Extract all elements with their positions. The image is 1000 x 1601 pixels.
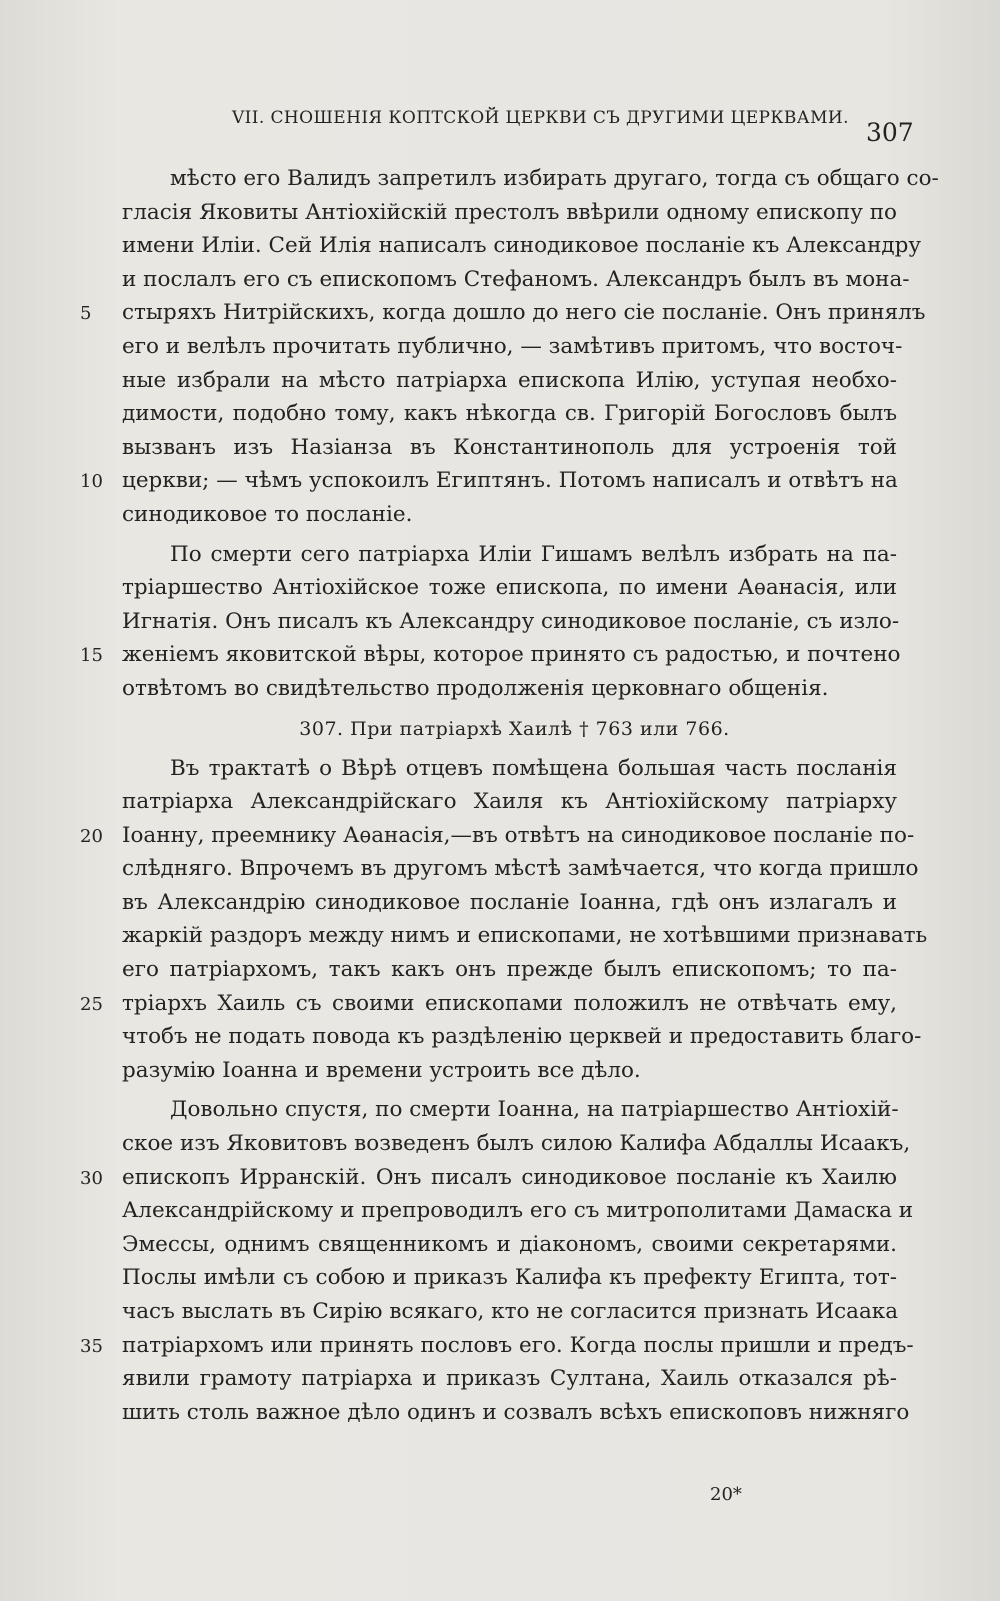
text-line (80, 987, 897, 1021)
line-text: патріархомъ или принять пословъ его. Когда послы пришли и предъ- (122, 1332, 914, 1358)
line-number: 25 (80, 993, 103, 1015)
line-text: Александрійскому и препроводилъ его съ митрополитами Дамаска и (122, 1198, 914, 1224)
section-title: 307. При патріархѣ Хаилѣ † 763 или 766. (299, 717, 730, 740)
line-text: слѣдняго. Впрочемъ въ другомъ мѣстѣ замѣчается, что когда пришло (122, 856, 919, 882)
line-text: отвѣтомъ во свидѣтельство продолженія церковнаго общенія. (122, 675, 829, 701)
line-text: мѣсто его Валидъ запретилъ избирать другаго, тогда съ общаго со- (170, 166, 939, 191)
line-text: По смерти сего патріарха Иліи Гишамъ велѣлъ избрать на па- (170, 541, 897, 567)
text-line (122, 498, 897, 532)
text-line (122, 397, 897, 431)
text-line (122, 1093, 897, 1127)
line-text: Послы имѣли съ собою и приказъ Калифа къ префекту Египта, тот- (122, 1265, 897, 1291)
text-line (122, 1054, 897, 1088)
text-line (122, 605, 900, 639)
line-text: тріаршество Антіохійское тоже епископа, по имени Аѳанасія, или (122, 575, 897, 601)
text-line (122, 886, 897, 920)
line-text: церкви; — чѣмъ успокоилъ Египтянъ. Потомъ написалъ и отвѣтъ на (122, 468, 898, 494)
text-line (122, 162, 939, 196)
line-text: патріарха Александрійскаго Хаиля къ Антіохійскому патріарху (122, 789, 897, 815)
line-text: синодиковое то посланіе. (122, 501, 413, 527)
text-line (80, 638, 901, 672)
text-line (122, 919, 928, 953)
line-text: ные избрали на мѣсто патріарха епископа Илію, уступая необхо- (122, 367, 897, 393)
line-number: 20 (80, 825, 103, 847)
line-text: димости, подобно тому, какъ нѣкогда св. Григорій Богословъ былъ (122, 401, 897, 427)
text-line (122, 1362, 897, 1396)
text-line (122, 431, 897, 465)
line-text: ское изъ Яковитовъ возведенъ былъ силою Калифа Абдаллы Исаакъ, (122, 1131, 911, 1157)
line-text: часъ выслать въ Сирію всякаго, кто не согласится признать Исаака (122, 1299, 899, 1324)
page-body (80, 162, 939, 1429)
line-text: имени Иліи. Сей Илія написалъ синодиковое посланіе къ Александру (122, 233, 922, 259)
text-line (80, 296, 926, 330)
line-text: въ Александрію синодиковое посланіе Іоанна, гдѣ онъ излагалъ и (122, 889, 897, 915)
text-line (80, 1329, 914, 1363)
line-number: 5 (80, 303, 92, 325)
text-line (122, 229, 922, 263)
line-text: вызванъ изъ Назіанза въ Константинополь для устроенія той (122, 434, 897, 460)
text-line (122, 1261, 897, 1295)
signature-mark: 20* (710, 1484, 742, 1505)
line-text: Іоанну, преемнику Аѳанасія,—въ отвѣтъ на синодиковое посланіе по- (122, 822, 915, 848)
text-line (80, 464, 898, 498)
line-text: гласія Яковиты Антіохійскій престолъ ввѣрили одному епископу по (122, 199, 897, 225)
line-text: жаркій раздоръ между нимъ и епископами, не хотѣвшими признавать (122, 923, 928, 949)
line-text: и послалъ его съ епископомъ Стефаномъ. Александръ былъ въ мона- (122, 266, 910, 292)
text-line (122, 852, 919, 886)
text-line (122, 571, 897, 605)
line-text: его и велѣлъ прочитать публично, — замѣтивъ притомъ, что восточ- (122, 333, 903, 359)
line-text: тріархъ Хаиль съ своими епископами положилъ не отвѣчать ему, (122, 990, 897, 1016)
text-line (122, 752, 897, 786)
line-text: стыряхъ Нитрійскихъ, когда дошло до него сіе посланіе. Онъ принялъ (122, 300, 926, 326)
line-text: его патріархомъ, такъ какъ онъ прежде былъ епископомъ; то па- (122, 957, 897, 983)
text-line (122, 672, 897, 706)
text-line (122, 330, 903, 364)
text-line (122, 263, 910, 297)
line-text: женіемъ яковитской вѣры, которое принято съ радостью, и почтено (122, 642, 901, 668)
text-line (122, 785, 897, 819)
text-line (122, 538, 897, 572)
line-text: Довольно спустя, по смерти Іоанна, на патріаршество Антіохій- (170, 1097, 899, 1123)
text-line (122, 1228, 897, 1262)
page-number: 307 (866, 118, 914, 147)
line-text: явили грамоту патріарха и приказъ Султана, Хаиль отказался рѣ- (122, 1366, 897, 1392)
text-line (80, 819, 915, 853)
line-text: чтобъ не подать повода къ раздѣленію церквей и предоставить благо- (122, 1024, 922, 1050)
line-text: епископъ Ирранскій. Онъ писалъ синодиковое посланіе къ Хаилю (122, 1164, 897, 1190)
text-line (122, 1194, 914, 1228)
text-line (80, 1161, 897, 1195)
text-line (122, 953, 897, 987)
text-line (122, 1396, 910, 1430)
line-text: Эмессы, однимъ священникомъ и діакономъ, своими секретарями. (122, 1231, 897, 1257)
text-line (122, 196, 897, 230)
line-text: Въ трактатѣ о Вѣрѣ отцевъ помѣщена большая часть посланія (170, 755, 897, 781)
text-line (122, 1295, 897, 1329)
line-text: разумію Іоанна и времени устроить все дѣло. (122, 1057, 641, 1083)
text-line (122, 1020, 922, 1054)
line-number: 15 (80, 645, 103, 667)
text-line (122, 364, 897, 398)
text-line (122, 1127, 911, 1161)
line-number: 30 (80, 1167, 103, 1189)
line-text: Игнатія. Онъ писалъ къ Александру синодиковое посланіе, съ изло- (122, 608, 900, 634)
line-number: 10 (80, 471, 103, 493)
running-title: VII. СНОШЕНІЯ КОПТСКОЙ ЦЕРКВИ СЪ ДРУГИМИ ЦЕРКВАМИ. (232, 108, 849, 128)
line-number: 35 (80, 1335, 103, 1357)
line-text: шить столь важное дѣло одинъ и созвалъ всѣхъ епископовъ нижняго (122, 1399, 910, 1425)
